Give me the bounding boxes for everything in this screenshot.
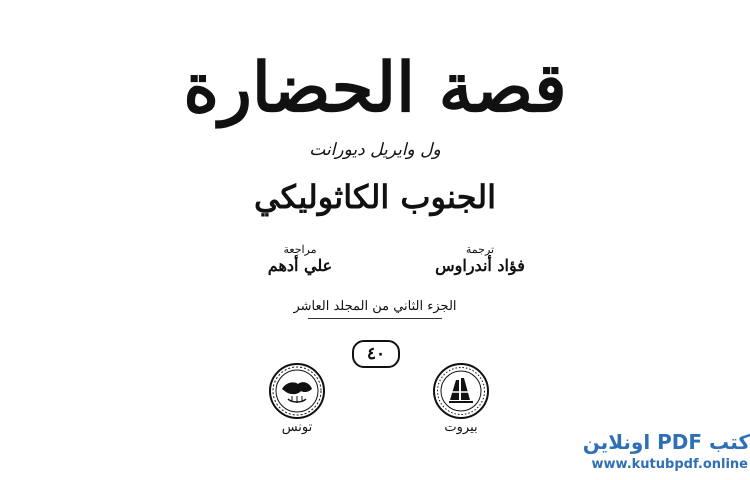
translator-label: ترجمة <box>465 243 495 256</box>
reviewer-label: مراجعة <box>283 243 317 256</box>
book-title: قصة الحضارة <box>183 48 567 128</box>
volume-underline <box>308 318 442 319</box>
book-subtitle: الجنوب الكاثوليكي <box>254 178 496 216</box>
authors: ول وايريل ديورانت <box>309 140 441 160</box>
publisher-city-right: بيروت <box>444 420 478 435</box>
arab-league-seal-icon <box>268 362 326 420</box>
dar-al-jil-seal-icon <box>432 362 490 420</box>
volume-info: الجزء الثاني من المجلد العاشر <box>293 299 457 314</box>
watermark-title: كتب PDF اونلاين <box>582 430 750 454</box>
translator-name: فؤاد أندراوس <box>435 256 525 275</box>
watermark-url[interactable]: www.kutubpdf.online <box>591 457 748 472</box>
reviewer-credit <box>250 243 350 275</box>
publisher-city-left: تونس <box>281 420 313 435</box>
reviewer-name: علي أدهم <box>267 256 333 275</box>
volume-number: ٤٠ <box>352 340 400 368</box>
translator-credit <box>400 243 560 275</box>
